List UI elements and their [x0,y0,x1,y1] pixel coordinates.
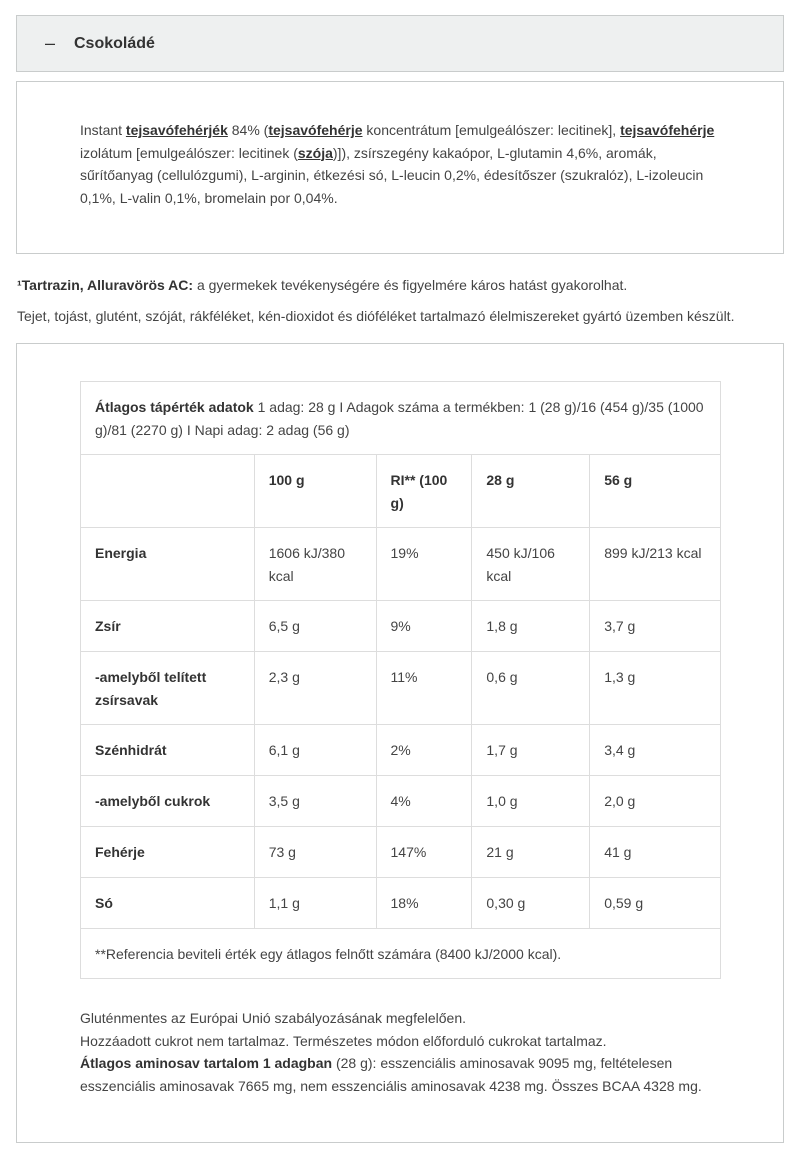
colorant-warning-label: ¹Tartrazin, Alluravörös AC: [17,277,194,293]
table-cell: 18% [376,878,472,929]
header-cell: 28 g [472,455,590,528]
row-label: Só [81,878,255,929]
table-cell: 6,5 g [254,601,376,652]
nutrition-intro-text: 1 adag: 28 g I Adagok száma a termékben: 1 (28 g)/16 (454 g)/35 (1000 g)/81 (2270 g) I Napi adag: 2 adag (56 g) [95,399,704,438]
collapse-icon[interactable]: – [45,33,56,53]
table-cell: 9% [376,601,472,652]
nutrition-intro [81,382,721,455]
table-cell: 6,1 g [254,725,376,776]
ingredients-text [80,119,730,209]
accordion-header-csokolade[interactable] [16,15,784,72]
table-cell: 3,4 g [590,725,721,776]
header-cell: 100 g [254,455,376,528]
colorant-warning-text: a gyermekek tevékenységére és figyelmére káros hatást gyakorolhat. [193,277,628,293]
factory-allergen-note: Tejet, tojást, glutént, szóját, rákféléket, kén-dioxidot és dióféléket tartalmazó élelmiszereket gyártó üzemben készült. [17,308,735,324]
nutrition-header-row [81,455,721,528]
table-cell: 1606 kJ/380 kcal [254,528,376,601]
table-cell: 2,3 g [254,652,376,725]
table-cell: 41 g [590,827,721,878]
amino-acid-content [80,1052,740,1097]
table-cell: 3,5 g [254,776,376,827]
amino-acid-label: Átlagos aminosav tartalom 1 adagban [80,1055,333,1071]
table-cell: 3,7 g [590,601,721,652]
header-cell [81,455,255,528]
table-row [81,878,721,929]
allergen-highlight: tejsavófehérje [268,122,363,138]
table-row [81,601,721,652]
row-label: Szénhidrát [81,725,255,776]
table-row [81,776,721,827]
table-cell: 19% [376,528,472,601]
table-cell: 2% [376,725,472,776]
nutrition-panel [16,343,784,1143]
table-cell: 1,3 g [590,652,721,725]
header-cell: 56 g [590,455,721,528]
allergen-highlight: tejsavófehérjék [125,122,228,138]
product-claims [80,1007,740,1097]
nutrition-footnote: **Referencia beviteli érték egy átlagos felnőtt számára (8400 kJ/2000 kcal). [81,929,721,979]
nutrition-table [80,381,721,979]
ingredients-segment: Instant [80,122,126,138]
gluten-free-claim: Gluténmentes az Európai Unió szabályozásának megfelelően. [80,1010,467,1026]
header-cell: RI** (100 g) [376,455,472,528]
colorant-warning [17,276,627,294]
table-row [81,827,721,878]
table-row [81,725,721,776]
nutrition-intro-label: Átlagos tápérték adatok [95,399,254,415]
table-cell: 4% [376,776,472,827]
table-row [81,528,721,601]
table-row [81,652,721,725]
row-label: Fehérje [81,827,255,878]
table-cell: 73 g [254,827,376,878]
row-label: Zsír [81,601,255,652]
allergen-highlight: szója [297,144,333,161]
table-cell: 0,59 g [590,878,721,929]
allergen-highlight: tejsavófehérje [620,122,715,138]
table-cell: 21 g [472,827,590,878]
nutrition-footnote-row [81,929,721,979]
row-label: -amelyből telített zsírsavak [81,652,255,725]
nutrition-intro-row [81,382,721,455]
table-cell: 1,8 g [472,601,590,652]
table-cell: 0,30 g [472,878,590,929]
table-cell: 11% [376,652,472,725]
amino-acid-text: (28 g): esszenciális aminosavak 9095 mg, feltételesen esszenciális aminosavak 7665 mg, nem esszenciális aminosavak 4238 mg. Összes BCAA 4328 mg. [80,1055,702,1094]
table-cell: 2,0 g [590,776,721,827]
table-cell: 899 kJ/213 kcal [590,528,721,601]
table-cell: 450 kJ/106 kcal [472,528,590,601]
row-label: -amelyből cukrok [81,776,255,827]
table-cell: 1,1 g [254,878,376,929]
row-label: Energia [81,528,255,601]
sugar-claim: Hozzáadott cukrot nem tartalmaz. Természetes módon előforduló cukrokat tartalmaz. [80,1032,607,1049]
ingredients-segment: )]), zsírszegény kakaópor, L-glutamin 4,6%, aromák, sűrítőanyag (cellulózgumi), L-arginin, étkezési só, L-leucin 0,2%, édesítőszer (szukralóz), L-izoleucin 0,1%, L-valin 0,1%, bromelain por 0,04%. [80,144,704,206]
ingredients-panel [16,81,784,254]
accordion-title[interactable]: Csokoládé [74,35,155,52]
table-cell: 0,6 g [472,652,590,725]
ingredients-segment: 84% ( [227,122,269,138]
ingredients-segment: izolátum [emulgeálószer: lecitinek ( [80,144,298,161]
ingredients-segment: koncentrátum [emulgeálószer: lecitinek], [362,122,621,138]
table-cell: 1,7 g [472,725,590,776]
table-cell: 1,0 g [472,776,590,827]
table-cell: 147% [376,827,472,878]
